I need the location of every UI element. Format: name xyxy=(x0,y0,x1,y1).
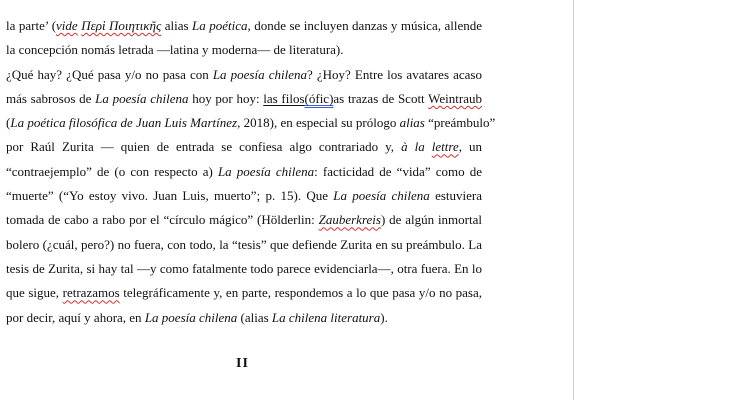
text-run: La poética filosófica de Juan Luis Martínez xyxy=(10,115,238,131)
text-line xyxy=(6,160,482,184)
text-run: ( xyxy=(6,115,11,131)
text-run: La poética xyxy=(192,18,248,33)
text-run: (ófic) xyxy=(304,90,334,106)
text-run: más sabrosos de xyxy=(6,90,96,106)
text-run: Zauberkreis xyxy=(318,212,381,228)
text-line xyxy=(6,257,482,281)
text-run: la parte’ ( xyxy=(6,18,57,33)
text-run: ) de algún inmortal xyxy=(380,212,482,228)
text-line xyxy=(6,281,482,305)
text-line xyxy=(6,111,496,135)
text-run: telegráficamente y, en parte, respondemos a lo que pasa y/o no pasa, xyxy=(119,285,483,301)
text-line xyxy=(6,87,482,111)
text-run: , donde se incluyen danzas y música, allende xyxy=(247,18,482,33)
text-run: , un xyxy=(458,139,483,155)
text-run: Weintraub xyxy=(428,90,482,106)
text-run: estuviera xyxy=(429,188,482,204)
text-run: “muerte” (“Yo estoy vivo. Juan Luis, muerto”; p. 15). Que xyxy=(6,188,334,204)
text-run: La poesía chilena xyxy=(217,163,315,179)
text-run: ¿Qué hay? ¿Qué pasa y/o no pasa con xyxy=(6,66,213,82)
text-run: que sigue, xyxy=(6,285,63,301)
text-run: La poesía chilena xyxy=(95,90,189,106)
text-run: “contraejemplo” de (o con respecto a) xyxy=(6,163,218,179)
text-run: La poesía chilena xyxy=(144,309,238,325)
text-run: hoy por hoy: xyxy=(188,90,264,106)
text-run: as trazas de Scott xyxy=(333,90,429,106)
text-run: La poesía chilena xyxy=(333,188,430,204)
text-run: la concepción nomás letrada —latina y moderna— de literatura). xyxy=(6,42,344,58)
document-body-text[interactable] xyxy=(6,14,496,330)
page-gutter xyxy=(573,0,750,400)
text-run: alias xyxy=(161,18,193,33)
text-line xyxy=(6,63,482,87)
text-run: tesis de Zurita, si hay tal —y como fatalmente todo parece evidenciarla—, otra fuera. En lo xyxy=(6,260,482,276)
text-line xyxy=(6,306,482,330)
text-run: tomada de cabo a rabo por el “círculo mágico” (Hölderlin: xyxy=(6,212,319,228)
text-run: bolero (¿cuál, pero?) no fuera, con todo, la “tesis” que defiende Zurita en su preámbulo. La xyxy=(6,236,482,252)
text-run: ). xyxy=(380,309,388,325)
text-run: La poesía chilena xyxy=(212,66,307,82)
text-line xyxy=(6,14,482,38)
text-run: ? ¿Hoy? Entre los avatares acaso xyxy=(306,66,482,82)
text-run: à la xyxy=(401,139,432,155)
text-run: “preámbulo” xyxy=(424,115,496,131)
text-line xyxy=(6,135,482,159)
text-run: (alias xyxy=(237,309,272,325)
text-run: alias xyxy=(399,115,425,131)
text-run: retrazamos xyxy=(62,285,120,301)
text-run: las filos xyxy=(263,90,305,106)
section-heading: II xyxy=(236,356,249,371)
text-run: por decir, aquí y ahora, en xyxy=(6,309,145,325)
text-run: : facticidad de “vida” como de xyxy=(314,163,482,179)
text-run: por Raúl Zurita — quien de entrada se confiesa algo contrariado y, xyxy=(6,139,402,155)
text-line xyxy=(6,38,482,62)
text-run: vide xyxy=(56,18,78,33)
text-run: Περὶ Ποιητικῆς xyxy=(81,18,162,33)
text-line xyxy=(6,233,482,257)
text-run: lettre xyxy=(431,139,459,155)
text-run: La chilena literatura xyxy=(271,309,381,325)
text-run: , 2018), en especial su prólogo xyxy=(237,115,400,131)
text-line xyxy=(6,208,482,232)
text-line xyxy=(6,184,482,208)
